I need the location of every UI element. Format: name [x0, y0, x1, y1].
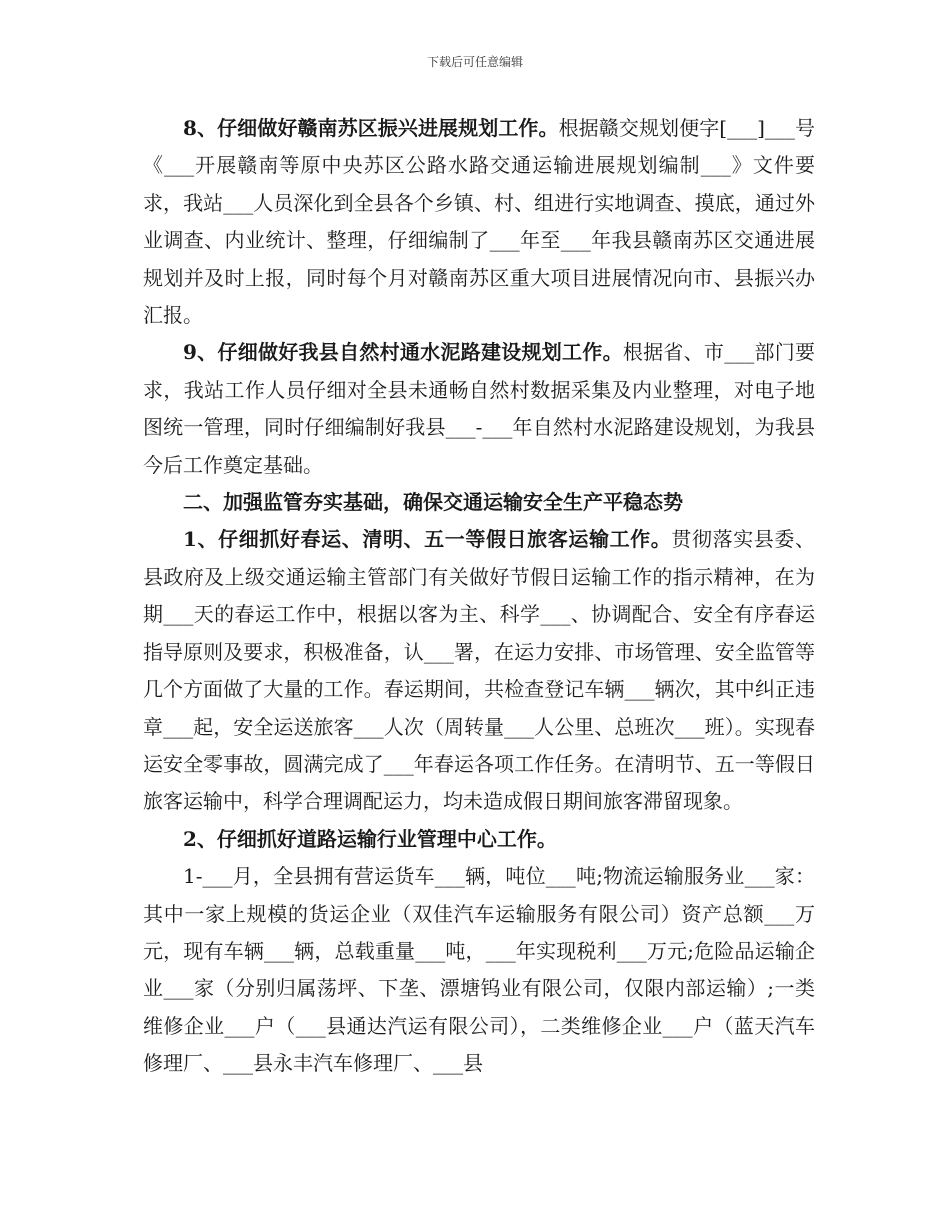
paragraph-9-body: 根据省、市___部门要求，我站工作人员仔细对全县未通畅自然村数据采集及内业整理，对电子地图统一管理，同时仔细编制好我县___-___年自然村水泥路建设规划，为我县今后工作奠定基础。 — [143, 340, 815, 477]
paragraph-2-detail — [143, 858, 815, 1082]
paragraph-8 — [143, 110, 815, 334]
document-body — [143, 110, 815, 1083]
paragraph-2 — [143, 821, 815, 858]
page-header: 下载后可任意编辑 — [426, 55, 523, 69]
paragraph-2-detail-body: 1-___月，全县拥有营运货车___辆，吨位___吨;物流运输服务业___家：其中一家上规模的货运企业（双佳汽车运输服务有限公司）资产总额___万元，现有车辆___辆，总载重量___吨，___年实现税利___万元;危险品运输企业___家（分别归属荡坪、下垄、漂塘钨业有限公司，仅限内部运输）;一类维修企业___户（___县通达汽运有限公司），二类维修企业___户（蓝天汽车修理厂、___县永丰汽车修理厂、___县 — [143, 864, 815, 1076]
paragraph-8-lead: 8、仔细做好赣南苏区振兴进展规划工作。 — [183, 116, 559, 140]
section-heading-2: 二、加强监管夯实基础，确保交通运输安全生产平稳态势 — [183, 490, 683, 515]
paragraph-8-body: 根据赣交规划便字[___]___号《___开展赣南等原中央苏区公路水路交通运输进展规划编制___》文件要求，我站___人员深化到全县各个乡镇、村、组进行实地调查、摸底，通过外业调查、内业统计、整理，仔细编制了___年至___年我县赣南苏区交通进展规划并及时上报，同时每个月对赣南苏区重大项目进展情况向市、县振兴办汇报。 — [143, 116, 815, 328]
paragraph-9-lead: 9、仔细做好我县自然村通水泥路建设规划工作。 — [183, 340, 623, 365]
paragraph-1 — [143, 521, 815, 820]
paragraph-2-lead: 2、仔细抓好道路运输行业管理中心工作。 — [183, 826, 557, 851]
paragraph-1-body: 贯彻落实县委、县政府及上级交通运输主管部门有关做好节假日运输工作的指示精神，在为期___天的春运工作中，根据以客为主、科学___、协调配合、安全有序春运指导原则及要求，积极准备，认___署，在运力安排、市场管理、安全监管等几个方面做了大量的工作。春运期间，共检查登记车辆___辆次，其中纠正违章___起，安全运送旅客___人次（周转量___人公里、总班次___班）。实现春运安全零事故，圆满完成了___年春运各项工作任务。在清明节、五一等假日旅客运输中，科学合理调配运力，均未造成假日期间旅客滞留现象。 — [143, 527, 816, 814]
paragraph-9 — [143, 334, 815, 484]
paragraph-1-lead: 1、仔细抓好春运、清明、五一等假日旅客运输工作。 — [183, 527, 672, 552]
